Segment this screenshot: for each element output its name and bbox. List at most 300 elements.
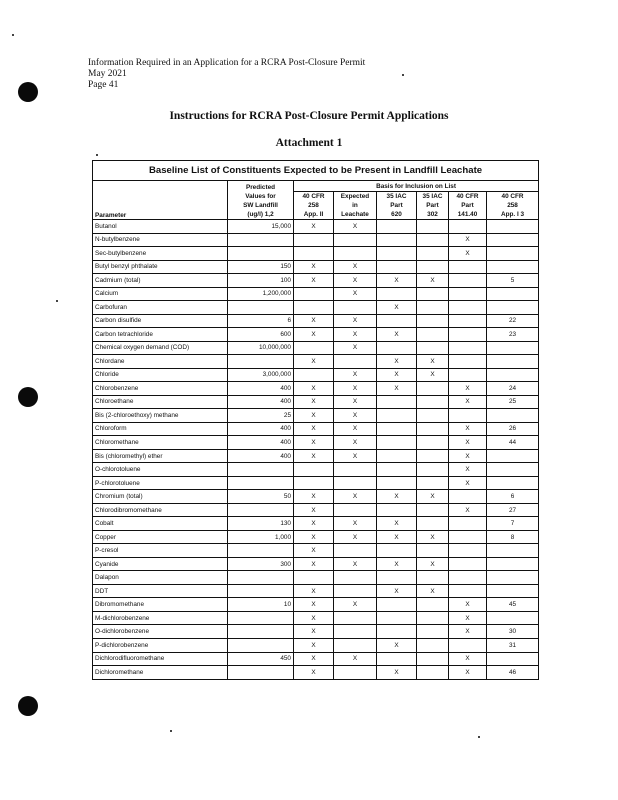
basis-cell: X (334, 557, 377, 571)
basis-cell: X (294, 260, 334, 274)
basis-cell (449, 260, 487, 274)
predicted-value: 400 (228, 382, 294, 396)
basis-cell (417, 463, 449, 477)
parameter-name: Sec-butylbenzene (93, 247, 228, 261)
table-row (93, 395, 539, 409)
basis-cell (377, 260, 417, 274)
parameter-name: Butyl benzyl phthalate (93, 260, 228, 274)
basis-cell: X (334, 382, 377, 396)
basis-cell (417, 220, 449, 234)
basis-cell (377, 449, 417, 463)
parameter-name: Chloromethane (93, 436, 228, 450)
basis-cell (487, 476, 539, 490)
basis-cell (487, 652, 539, 666)
predicted-value (228, 463, 294, 477)
basis-cell: X (377, 517, 417, 531)
basis-cell: X (449, 476, 487, 490)
parameter-name: Dichloromethane (93, 666, 228, 680)
basis-cell (417, 544, 449, 558)
predicted-value (228, 355, 294, 369)
basis-cell (487, 584, 539, 598)
basis-cell: X (294, 584, 334, 598)
basis-cell (377, 503, 417, 517)
basis-cell: X (294, 503, 334, 517)
basis-cell: X (377, 355, 417, 369)
basis-cell: 8 (487, 530, 539, 544)
basis-cell: X (334, 422, 377, 436)
basis-cell: X (377, 557, 417, 571)
parameter-name: P-dichlorobenzene (93, 638, 228, 652)
basis-cell: X (294, 611, 334, 625)
basis-cell (377, 409, 417, 423)
basis-cell: X (334, 436, 377, 450)
basis-cell: X (334, 490, 377, 504)
basis-cell (449, 287, 487, 301)
basis-cell: X (334, 328, 377, 342)
basis-cell: X (294, 395, 334, 409)
predicted-value: 130 (228, 517, 294, 531)
basis-cell (487, 544, 539, 558)
basis-cell (417, 652, 449, 666)
basis-cell (417, 476, 449, 490)
binder-hole (18, 387, 38, 407)
table-row (93, 368, 539, 382)
header-date: May 2021 (88, 69, 127, 79)
binder-hole (18, 82, 38, 102)
basis-cell: X (294, 274, 334, 288)
basis-cell (334, 584, 377, 598)
basis-cell: X (449, 463, 487, 477)
predicted-value: 100 (228, 274, 294, 288)
basis-cell (417, 395, 449, 409)
basis-cell (417, 611, 449, 625)
basis-cell: X (294, 220, 334, 234)
basis-cell (449, 314, 487, 328)
basis-cell (417, 422, 449, 436)
basis-cell: X (294, 449, 334, 463)
basis-cell: X (294, 557, 334, 571)
basis-cell: 45 (487, 598, 539, 612)
basis-cell (417, 328, 449, 342)
basis-cell: X (449, 598, 487, 612)
basis-cell: 23 (487, 328, 539, 342)
predicted-value: 300 (228, 557, 294, 571)
header-page-number: Page 41 (88, 80, 119, 90)
basis-cell: X (377, 382, 417, 396)
basis-cell (417, 341, 449, 355)
basis-cell (377, 287, 417, 301)
scan-speck (402, 74, 404, 76)
basis-cell (487, 287, 539, 301)
table-row (93, 382, 539, 396)
basis-cell (377, 314, 417, 328)
basis-cell: 6 (487, 490, 539, 504)
predicted-value (228, 544, 294, 558)
predicted-value (228, 301, 294, 315)
basis-cell: X (449, 395, 487, 409)
predicted-value: 3,000,000 (228, 368, 294, 382)
parameter-name: Chlorodibromomethane (93, 503, 228, 517)
table-row (93, 652, 539, 666)
basis-cell: X (449, 436, 487, 450)
parameter-name: Chemical oxygen demand (COD) (93, 341, 228, 355)
basis-cell: X (417, 355, 449, 369)
parameter-name: O-dichlorobenzene (93, 625, 228, 639)
basis-column-header: Expected in Leachate (334, 192, 377, 220)
basis-cell (377, 611, 417, 625)
basis-cell: X (294, 355, 334, 369)
basis-cell: X (334, 409, 377, 423)
basis-cell (334, 666, 377, 680)
basis-cell: X (294, 544, 334, 558)
basis-cell: X (294, 652, 334, 666)
basis-cell (294, 287, 334, 301)
basis-cell: X (294, 382, 334, 396)
basis-cell (449, 571, 487, 585)
parameter-name: Chlordane (93, 355, 228, 369)
basis-cell: X (334, 220, 377, 234)
basis-cell: X (294, 625, 334, 639)
scan-speck (12, 34, 14, 36)
table-row (93, 666, 539, 680)
parameter-name: Dichlorodifluoromethane (93, 652, 228, 666)
parameter-name: DDT (93, 584, 228, 598)
parameter-name: Chlorobenzene (93, 382, 228, 396)
table-row (93, 422, 539, 436)
parameter-name: Bis (2-chloroethoxy) methane (93, 409, 228, 423)
basis-cell (377, 220, 417, 234)
table-row (93, 530, 539, 544)
basis-cell: X (449, 449, 487, 463)
basis-cell: 30 (487, 625, 539, 639)
basis-cell: X (334, 368, 377, 382)
predicted-value: 10 (228, 598, 294, 612)
basis-cell (487, 220, 539, 234)
table-row (93, 598, 539, 612)
basis-cell (294, 476, 334, 490)
basis-cell: X (377, 328, 417, 342)
basis-cell (377, 652, 417, 666)
basis-cell: X (449, 666, 487, 680)
basis-cell: X (377, 638, 417, 652)
basis-cell (487, 233, 539, 247)
basis-cell (417, 503, 449, 517)
basis-cell (377, 395, 417, 409)
table-caption: Baseline List of Constituents Expected to be Present in Landfill Leachate (93, 161, 539, 181)
parameter-name: Carbofuran (93, 301, 228, 315)
basis-cell: X (294, 409, 334, 423)
basis-cell: 44 (487, 436, 539, 450)
predicted-value: 1,200,000 (228, 287, 294, 301)
predicted-value: 600 (228, 328, 294, 342)
basis-cell (487, 449, 539, 463)
basis-cell: 22 (487, 314, 539, 328)
basis-cell: X (334, 395, 377, 409)
basis-cell: 31 (487, 638, 539, 652)
basis-cell (449, 517, 487, 531)
basis-cell (417, 260, 449, 274)
predicted-value (228, 584, 294, 598)
predicted-value: 150 (228, 260, 294, 274)
basis-cell: X (449, 611, 487, 625)
basis-cell (487, 557, 539, 571)
basis-cell: 25 (487, 395, 539, 409)
basis-cell (417, 301, 449, 315)
basis-column-header: 35 IAC Part 620 (377, 192, 417, 220)
basis-cell (334, 247, 377, 261)
table-row (93, 436, 539, 450)
basis-cell (417, 382, 449, 396)
table-row (93, 328, 539, 342)
parameter-name: N-butylbenzene (93, 233, 228, 247)
basis-cell: X (334, 449, 377, 463)
predicted-value (228, 571, 294, 585)
predicted-value (228, 503, 294, 517)
table-row (93, 314, 539, 328)
basis-cell: X (334, 274, 377, 288)
predicted-value: 400 (228, 422, 294, 436)
basis-cell: X (294, 436, 334, 450)
basis-header: Basis for Inclusion on List (294, 181, 539, 192)
table-row (93, 463, 539, 477)
table-row (93, 611, 539, 625)
basis-cell (449, 530, 487, 544)
table-row (93, 638, 539, 652)
scan-speck (170, 730, 172, 732)
basis-cell (334, 355, 377, 369)
basis-cell: X (334, 517, 377, 531)
basis-cell (487, 355, 539, 369)
parameter-name: P-chlorotoluene (93, 476, 228, 490)
basis-cell (449, 274, 487, 288)
basis-cell: X (334, 598, 377, 612)
parameter-name: Chloride (93, 368, 228, 382)
basis-cell: X (449, 652, 487, 666)
table-row (93, 476, 539, 490)
basis-cell: X (377, 490, 417, 504)
basis-cell (294, 301, 334, 315)
basis-column-header: 40 CFR 258 App. I 3 (487, 192, 539, 220)
basis-cell: 27 (487, 503, 539, 517)
parameter-name: O-chlorotoluene (93, 463, 228, 477)
basis-cell: X (449, 247, 487, 261)
page-header (88, 58, 365, 91)
basis-cell (487, 341, 539, 355)
parameter-name: P-cresol (93, 544, 228, 558)
basis-cell (294, 463, 334, 477)
parameter-name: Copper (93, 530, 228, 544)
basis-cell (334, 638, 377, 652)
basis-cell (417, 598, 449, 612)
scan-speck (96, 154, 98, 156)
basis-cell: 46 (487, 666, 539, 680)
table-row (93, 301, 539, 315)
header-line-1: Information Required in an Application for a RCRA Post-Closure Permit (88, 58, 366, 68)
basis-cell (377, 422, 417, 436)
basis-cell (377, 625, 417, 639)
parameter-name: Calcium (93, 287, 228, 301)
predicted-value (228, 233, 294, 247)
table-row (93, 341, 539, 355)
parameter-name: Chromium (total) (93, 490, 228, 504)
table-row (93, 260, 539, 274)
basis-cell (487, 571, 539, 585)
basis-cell: X (294, 490, 334, 504)
predicted-value (228, 247, 294, 261)
basis-cell: X (377, 368, 417, 382)
basis-column-header: 40 CFR Part 141.40 (449, 192, 487, 220)
basis-cell (449, 301, 487, 315)
basis-cell (487, 247, 539, 261)
document-title: Instructions for RCRA Post-Closure Permit Applications (169, 110, 449, 122)
predicted-value: 400 (228, 449, 294, 463)
scan-speck (478, 736, 480, 738)
predicted-value: 400 (228, 395, 294, 409)
predicted-value: 6 (228, 314, 294, 328)
basis-cell: X (377, 530, 417, 544)
basis-cell (377, 233, 417, 247)
basis-cell (487, 611, 539, 625)
basis-cell (377, 463, 417, 477)
predicted-value (228, 625, 294, 639)
table-row (93, 503, 539, 517)
predicted-value: 50 (228, 490, 294, 504)
parameter-header: Parameter (93, 181, 228, 220)
basis-column-header: 35 IAC Part 302 (417, 192, 449, 220)
basis-cell (449, 557, 487, 571)
predicted-value (228, 476, 294, 490)
attachment-title: Attachment 1 (275, 137, 343, 149)
parameter-name: Dalapon (93, 571, 228, 585)
basis-cell (334, 463, 377, 477)
predicted-value: 400 (228, 436, 294, 450)
predicted-value: 450 (228, 652, 294, 666)
basis-cell: X (449, 382, 487, 396)
basis-cell (417, 247, 449, 261)
basis-cell: X (294, 328, 334, 342)
basis-cell (334, 544, 377, 558)
basis-cell (377, 341, 417, 355)
basis-cell: X (417, 530, 449, 544)
basis-cell: X (417, 490, 449, 504)
table-row (93, 274, 539, 288)
basis-cell (417, 409, 449, 423)
basis-cell (487, 301, 539, 315)
basis-cell: X (449, 625, 487, 639)
basis-cell (417, 436, 449, 450)
basis-cell (449, 490, 487, 504)
basis-cell (334, 611, 377, 625)
basis-cell: X (334, 260, 377, 274)
basis-cell: X (294, 598, 334, 612)
table-row (93, 517, 539, 531)
table-row (93, 571, 539, 585)
basis-cell (334, 301, 377, 315)
parameter-name: Chloroform (93, 422, 228, 436)
basis-cell: X (294, 530, 334, 544)
predicted-value: 15,000 (228, 220, 294, 234)
predicted-value (228, 638, 294, 652)
basis-cell (377, 436, 417, 450)
basis-cell: X (377, 584, 417, 598)
basis-cell (417, 638, 449, 652)
parameter-name: Butanol (93, 220, 228, 234)
basis-cell (449, 544, 487, 558)
basis-cell (417, 287, 449, 301)
table-row (93, 584, 539, 598)
table-row (93, 625, 539, 639)
table-row (93, 544, 539, 558)
basis-column-header: 40 CFR 258 App. II (294, 192, 334, 220)
basis-cell: X (294, 638, 334, 652)
parameter-name: Cyanide (93, 557, 228, 571)
basis-cell (449, 584, 487, 598)
basis-cell (417, 625, 449, 639)
basis-cell (294, 368, 334, 382)
basis-cell: 5 (487, 274, 539, 288)
basis-cell (449, 328, 487, 342)
table-row (93, 355, 539, 369)
basis-cell (334, 571, 377, 585)
basis-cell (334, 233, 377, 247)
basis-cell: X (417, 584, 449, 598)
basis-cell: X (334, 287, 377, 301)
basis-cell (294, 247, 334, 261)
basis-cell (449, 638, 487, 652)
basis-cell: X (377, 274, 417, 288)
basis-cell (449, 409, 487, 423)
basis-cell (377, 476, 417, 490)
basis-cell: X (377, 301, 417, 315)
basis-cell (334, 503, 377, 517)
basis-cell (449, 220, 487, 234)
basis-cell: X (334, 652, 377, 666)
basis-cell (334, 625, 377, 639)
basis-cell (487, 368, 539, 382)
parameter-name: Cadmium (total) (93, 274, 228, 288)
table-body (93, 220, 539, 680)
predicted-value: 10,000,000 (228, 341, 294, 355)
basis-cell (449, 355, 487, 369)
basis-cell (377, 544, 417, 558)
basis-cell: X (294, 422, 334, 436)
binder-hole (18, 696, 38, 716)
basis-cell: X (334, 341, 377, 355)
table-row (93, 409, 539, 423)
constituents-table (92, 160, 539, 680)
basis-cell (377, 247, 417, 261)
basis-cell (294, 571, 334, 585)
table-row (93, 287, 539, 301)
basis-cell (377, 598, 417, 612)
table-row (93, 490, 539, 504)
predicted-value: 1,000 (228, 530, 294, 544)
basis-cell: X (334, 530, 377, 544)
basis-cell: 26 (487, 422, 539, 436)
basis-cell: X (334, 314, 377, 328)
basis-cell: X (449, 503, 487, 517)
basis-cell (449, 368, 487, 382)
basis-cell (487, 260, 539, 274)
basis-cell (294, 233, 334, 247)
basis-cell (294, 341, 334, 355)
parameter-name: Cobalt (93, 517, 228, 531)
basis-cell: 7 (487, 517, 539, 531)
basis-cell (417, 449, 449, 463)
basis-cell (377, 571, 417, 585)
basis-cell (487, 409, 539, 423)
table-row (93, 247, 539, 261)
